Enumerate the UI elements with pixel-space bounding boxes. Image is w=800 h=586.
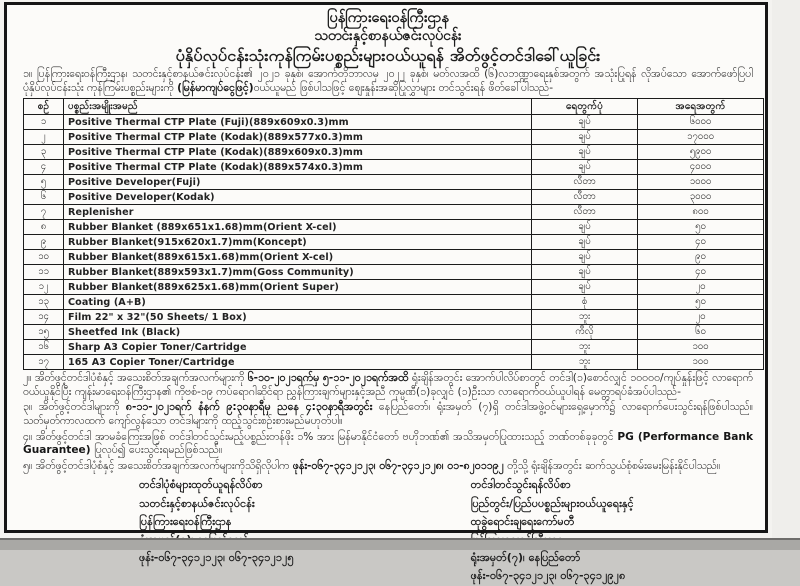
- table-row: [24, 355, 764, 370]
- enterprise-name: သတင်းနှင့်စာနယ်ဇင်းလုပ်ငန်း: [314, 28, 462, 44]
- table-row: [24, 190, 764, 205]
- serial-cell: ၈: [24, 220, 64, 235]
- table-row: [24, 325, 764, 340]
- table-row: [24, 115, 764, 130]
- footer-line: ပြည်တွင်း/ပြည်ပပစ္စည်းများဝယ်ယူရေးနှင့်: [470, 496, 634, 510]
- paragraph-1-text: ၁။ ပြန်ကြားရေးဝန်ကြီးဌာန၊ သတင်းနှင့်စာနယ်ဇင်းလုပ်ငန်း၏ ၂၀၂၁ ခုနှစ်၊ အောက်တိုဘာလမှ ၂၀၂၂ ခုနှစ်၊ မတ်လအထိ (၆)လဘဏ္ဍာရေးနှစ်အတွက် အသုံးပြုရန် လိုအပ်သော အောက်ဖော်ပြပါ ပုံနှိပ်လုပ်ငန်းသုံး ကုန်ကြမ်းပစ္စည်းများကို: [23, 68, 753, 94]
- paragraph-3: [23, 401, 753, 428]
- unit-cell: ချပ်: [532, 130, 638, 145]
- item-name-cell: Replenisher: [64, 205, 532, 220]
- quantity-cell: ၆၀၀၀: [638, 115, 764, 130]
- unit-cell: လီတာ: [532, 190, 638, 205]
- quantity-cell: ၁၇၀၀၀: [638, 130, 764, 145]
- footer-line: ပြန်ကြားရေးဝန်ကြီးဌာန: [139, 514, 232, 528]
- paragraph-1-currency-note: (မြန်မာကျပ်ငွေဖြင့်): [177, 81, 254, 94]
- unit-cell: ချပ်: [532, 115, 638, 130]
- serial-cell: ၁၂: [24, 280, 64, 295]
- paragraph-2-text: ၂။ အိတ်ဖွင့်တင်ဒါပုံစံနှင့် အသေးစိတ်အချက်အလက်များကို: [23, 372, 248, 385]
- quantity-cell: ၈၀၀: [638, 205, 764, 220]
- table-row: [24, 310, 764, 325]
- items-table: [23, 98, 764, 370]
- quantity-cell: ၅၀: [638, 220, 764, 235]
- table-row: [24, 130, 764, 145]
- table-row: [24, 295, 764, 310]
- quantity-cell: ၃၀၀၀: [638, 190, 764, 205]
- contact-footer: [21, 476, 755, 585]
- serial-cell: ၇: [24, 205, 64, 220]
- item-name-cell: Film 22" x 32"(50 Sheets/ 1 Box): [64, 310, 532, 325]
- header-item-name: ပစ္စည်းအမျိုးအမည်: [64, 99, 532, 115]
- table-row: [24, 145, 764, 160]
- unit-cell: ချပ်: [532, 160, 638, 175]
- item-name-cell: Positive Thermal CTP Plate (Kodak)(889x577x0.3)mm: [64, 130, 532, 145]
- serial-cell: ၁၄: [24, 310, 64, 325]
- header-serial: စဉ်: [24, 99, 64, 115]
- paragraph-5: [23, 460, 753, 474]
- item-name-cell: 165 A3 Copier Toner/Cartridge: [64, 355, 532, 370]
- serial-cell: ၃: [24, 145, 64, 160]
- quantity-cell: ၅၉၀၀: [638, 145, 764, 160]
- serial-cell: ၁၃: [24, 295, 64, 310]
- tender-notice-document: [4, 2, 768, 583]
- serial-cell: ၁၆: [24, 340, 64, 355]
- unit-cell: ချပ်: [532, 235, 638, 250]
- document-header: [21, 9, 755, 66]
- table-row: [24, 175, 764, 190]
- footer-line: တင်ဒါတင်သွင်းရန်လိပ်စာ: [470, 478, 571, 492]
- table-row: [24, 220, 764, 235]
- paragraph-2-sale-dates: ၆-၁၀-၂၀၂၁ရက်မှ ၅-၁၁-၂၀၂၁ရက်အထိ: [247, 372, 409, 385]
- serial-cell: ၁၁: [24, 265, 64, 280]
- unit-cell: ချပ်: [532, 220, 638, 235]
- table-row: [24, 265, 764, 280]
- paragraph-2: [23, 372, 753, 399]
- footer-line: ဖုန်း-၀၆၇-၃၄၁၂၁၂၃၊ ၀၆၇-၃၄၁၂၉၂၈: [470, 569, 626, 583]
- paragraph-1-tail: ဝယ်ယူမည် ဖြစ်ပါသဖြင့် ဈေးနှုန်းအဆိုပြုလွှာများ တင်သွင်းရန် ဖိတ်ခေါ်ပါသည်-: [253, 81, 554, 94]
- unit-cell: ဘူး: [532, 340, 638, 355]
- item-name-cell: Rubber Blanket(889x593x1.7)mm(Goss Community): [64, 265, 532, 280]
- item-name-cell: Positive Thermal CTP Plate (Fuji)(889x609x0.3)mm: [64, 115, 532, 130]
- unit-cell: စုံ: [532, 295, 638, 310]
- item-name-cell: Rubber Blanket(889x625x1.68)mm(Orient Super): [64, 280, 532, 295]
- item-name-cell: Coating (A+B): [64, 295, 532, 310]
- quantity-cell: ၅၀: [638, 295, 764, 310]
- quantity-cell: ၁၀၀: [638, 340, 764, 355]
- serial-cell: ၁၀: [24, 250, 64, 265]
- item-name-cell: Sheetfed Ink (Black): [64, 325, 532, 340]
- item-name-cell: Positive Thermal CTP Plate (Kodak)(889x609x0.3)mm: [64, 145, 532, 160]
- paragraph-5-text: ၅။ အိတ်ဖွင့်တင်ဒါပုံစံနှင့် အသေးစိတ်အချက်အလက်များကိုသိရှိလိုပါက: [23, 459, 293, 472]
- footer-line: ထုခွဲရောင်းချရေးကော်မတီ: [470, 514, 575, 528]
- quantity-cell: ၄၀၀၀: [638, 160, 764, 175]
- item-name-cell: Rubber Blanket(889x615x1.68)mm(Orient X-cel): [64, 250, 532, 265]
- table-row: [24, 160, 764, 175]
- serial-cell: ၉: [24, 235, 64, 250]
- serial-cell: ၁: [24, 115, 64, 130]
- serial-cell: ၂: [24, 130, 64, 145]
- quantity-cell: ၉၀: [638, 250, 764, 265]
- paragraph-5-phone-numbers: ဖုန်း-၀၆၇-၃၄၁၂၁၂၃၊ ၀၆၇-၃၄၁၂၁၂၈၊ ၀၁-၈၂၀၁၁၉၂: [292, 459, 504, 472]
- quantity-cell: ၆၀: [638, 325, 764, 340]
- item-name-cell: Positive Thermal CTP Plate (Kodak)(889x574x0.3)mm: [64, 160, 532, 175]
- serial-cell: ၁၅: [24, 325, 64, 340]
- quantity-cell: ၁၀၀: [638, 355, 764, 370]
- table-row: [24, 205, 764, 220]
- table-header-row: [24, 99, 764, 115]
- paragraph-5-tail: တို့သို့ ရုံးချိန်အတွင်း ဆက်သွယ်စုံစမ်းမေးမြန်းနိုင်ပါသည်။: [503, 459, 721, 472]
- unit-cell: လီတာ: [532, 175, 638, 190]
- unit-cell: ဘူး: [532, 355, 638, 370]
- table-row: [24, 250, 764, 265]
- quantity-cell: ၂၀: [638, 280, 764, 295]
- serial-cell: ၁၇: [24, 355, 64, 370]
- quantity-cell: ၂၀: [638, 310, 764, 325]
- scan-right-margin: [772, 0, 800, 540]
- item-name-cell: Rubber Blanket(915x620x1.7)mm(Koncept): [64, 235, 532, 250]
- ministry-name: ပြန်ကြားရေးဝန်ကြီးဌာန: [327, 10, 449, 26]
- item-name-cell: Positive Developer(Kodak): [64, 190, 532, 205]
- paragraph-4-text: ၄။ အိတ်ဖွင့်တင်ဒါ အာမခံကြေးအဖြစ် တင်ဒါတင်သွင်းမည့်ပစ္စည်းတန်ဖိုး ၁% အား မြန်မာနိုင်ငံတော် ဗဟိုဘဏ်၏ အသိအမှတ်ပြုထားသည့် ဘဏ်တစ်ခုခုတွင်: [23, 430, 618, 443]
- paragraph-4: [23, 431, 753, 458]
- footer-left-column: [139, 476, 463, 585]
- paragraph-3-tail: နေပြည်တော်၊ ရုံးအမှတ် (၇)ရှိ တင်ဒါအဖွဲ့ဝင်များရှေ့မှောက်၌ လာရောက်ပေးသွင်းရန်ဖြစ်ပါသည်။ သတ်မှတ်ကာလထက် ကျော်လွန်သော တင်ဒါများကို ထည့်သွင်းစဉ်းစားမည်မဟုတ်ပါ။: [23, 401, 754, 427]
- notice-title: ပုံနှိပ်လုပ်ငန်းသုံးကုန်ကြမ်းပစ္စည်းများဝယ်ယူရန် အိတ်ဖွင့်တင်ဒါခေါ်ယူခြင်း: [175, 46, 601, 65]
- header-quantity: အရေအတွက်: [638, 99, 764, 115]
- table-row: [24, 340, 764, 355]
- quantity-cell: ၄၀: [638, 235, 764, 250]
- paragraph-2-tail: ရုံးချိန်အတွင်း အောက်ပါလိပ်စာတွင် တင်ဒါ(၁)စောင်လျှင် ၁၀၀၀၀/ကျပ်နှုန်းဖြင့် လာရောက်ဝယ်ယူနိုင်ပြီး ကျန်းမာရေးဝန်ကြီးဌာန၏ ကိုဗစ်-၁၉ ကပ်ရောဂါဆိုင်ရာ ညွှန်ကြားချက်များနှင့်အညီ ကုမ္ပဏီ(၁)ခုလျှင် (၁)ဦးသာ လာရောက်ဝယ်ယူပါရန် မေတ္တာရပ်ခံအပ်ပါသည်-: [23, 372, 753, 398]
- footer-line: သတင်းနှင့်စာနယ်ဇင်းလုပ်ငန်း: [139, 496, 255, 510]
- paragraph-1: [23, 68, 753, 95]
- footer-line: ဖုန်း-၀၆၇-၃၄၁၂၁၂၃၊ ၀၆၇-၃၄၁၂၁၂၅: [139, 551, 294, 565]
- unit-cell: ကီလို: [532, 325, 638, 340]
- table-row: [24, 280, 764, 295]
- unit-cell: ချပ်: [532, 265, 638, 280]
- item-name-cell: Rubber Blanket (889x651x1.68)mm(Orient X-cel): [64, 220, 532, 235]
- paragraph-4-tail: ပြုလုပ်၍ ပေးသွင်းရမည်ဖြစ်သည်။: [90, 444, 223, 457]
- unit-cell: ချပ်: [532, 280, 638, 295]
- item-name-cell: Sharp A3 Copier Toner/Cartridge: [64, 340, 532, 355]
- unit-cell: ချပ်: [532, 145, 638, 160]
- paragraph-4-guarantee: PG (Performance Bank Guarantee): [23, 430, 754, 457]
- quantity-cell: ၄၀: [638, 265, 764, 280]
- paragraph-3-text: ၃။ အိတ်ဖွင့်တင်ဒါများကို: [23, 401, 126, 414]
- footer-line: ရုံးအမှတ်(၇)၊ နေပြည်တော်: [470, 551, 581, 565]
- scan-bottom-edge: [0, 538, 800, 550]
- item-name-cell: Positive Developer(Fuji): [64, 175, 532, 190]
- table-row: [24, 235, 764, 250]
- header-unit: ရေတွက်ပုံ: [532, 99, 638, 115]
- serial-cell: ၄: [24, 160, 64, 175]
- quantity-cell: ၁၀၀၀: [638, 175, 764, 190]
- footer-right-column: [471, 476, 755, 585]
- serial-cell: ၆: [24, 190, 64, 205]
- serial-cell: ၅: [24, 175, 64, 190]
- paragraph-3-deadline: ၈-၁၁-၂၀၂၁ရက် နံနက် ၉:၃၀နာရီမှ ညနေ ၄:၃၀နာရီအတွင်း: [125, 401, 373, 414]
- unit-cell: လီတာ: [532, 205, 638, 220]
- unit-cell: ချပ်: [532, 250, 638, 265]
- footer-line: တင်ဒါပုံစံများထုတ်ယူရန်လိပ်စာ: [139, 478, 263, 492]
- unit-cell: ဘူး: [532, 310, 638, 325]
